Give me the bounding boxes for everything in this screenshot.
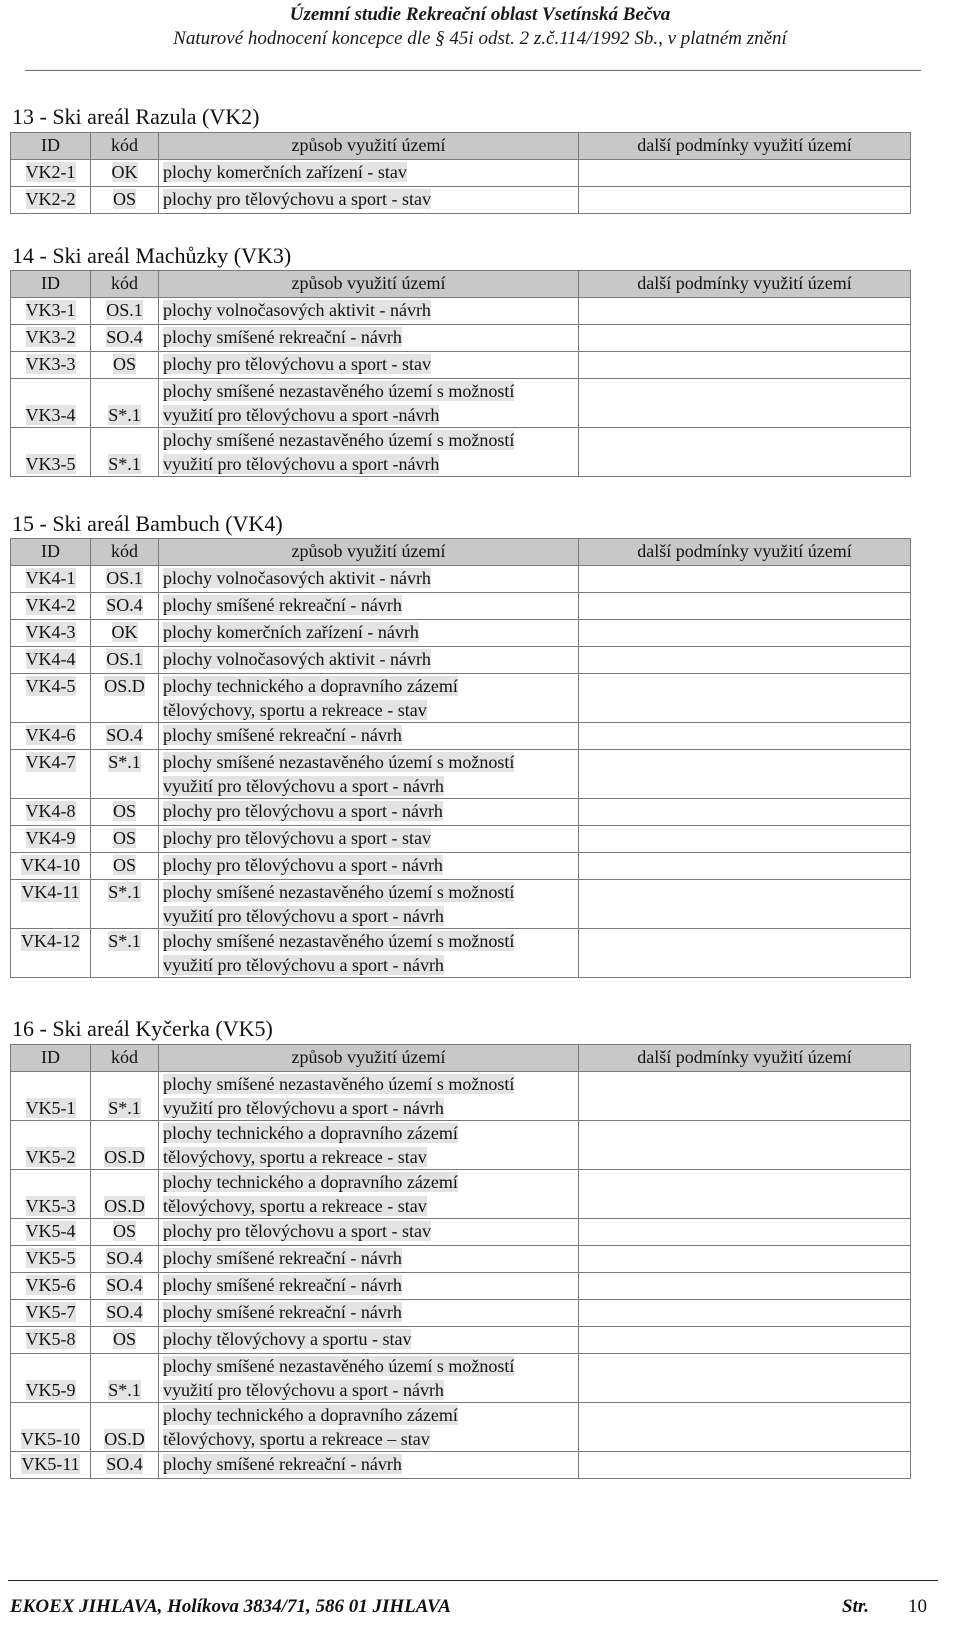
table-row xyxy=(11,1121,911,1170)
table-row xyxy=(11,428,911,477)
table-row xyxy=(11,1246,911,1273)
column-header-conditions: další podmínky využití území xyxy=(579,271,911,298)
row-code: OS xyxy=(112,1329,136,1349)
row-code: S*.1 xyxy=(108,1380,141,1400)
table-header-row xyxy=(11,1045,911,1072)
column-header-use: způsob využití území xyxy=(159,133,579,160)
row-code: OK xyxy=(111,622,138,642)
row-land-use-line: plochy tělovýchovy a sportu - stav xyxy=(163,1329,412,1349)
row-conditions xyxy=(579,160,911,187)
row-land-use-line: plochy volnočasových aktivit - návrh xyxy=(163,568,431,588)
row-conditions xyxy=(579,799,911,826)
row-land-use-line: plochy volnočasových aktivit - návrh xyxy=(163,649,431,669)
row-land-use-line: plochy smíšené nezastavěného území s možností xyxy=(163,882,515,902)
row-code: OS xyxy=(112,1221,136,1241)
row-conditions xyxy=(579,1403,911,1452)
column-header-conditions: další podmínky využití území xyxy=(579,1045,911,1072)
land-use-table xyxy=(10,1044,911,1479)
table-row xyxy=(11,1354,911,1403)
row-id: VK4-7 xyxy=(25,752,76,772)
column-header-kod: kód xyxy=(91,539,159,566)
row-id: VK4-5 xyxy=(25,676,76,696)
row-code: OS.D xyxy=(104,1147,145,1167)
row-conditions xyxy=(579,566,911,593)
row-land-use-line: plochy smíšené nezastavěného území s možností xyxy=(163,430,515,450)
footer-company: EKOEX JIHLAVA, Holíkova 3834/71, 586 01 JIHLAVA xyxy=(10,1596,451,1617)
table-header-row xyxy=(11,539,911,566)
row-conditions xyxy=(579,1072,911,1121)
table-row xyxy=(11,723,911,750)
row-land-use-line: využití pro tělovýchovu a sport - návrh xyxy=(163,906,444,926)
row-id: VK5-3 xyxy=(25,1196,76,1216)
row-land-use-line: plochy technického a dopravního zázemí xyxy=(163,676,458,696)
row-code: SO.4 xyxy=(106,725,143,745)
document-subtitle: Naturové hodnocení koncepce dle § 45i odst. 2 z.č.114/1992 Sb., v platném znění xyxy=(173,28,787,49)
row-code: OS.1 xyxy=(106,649,143,669)
column-header-use: způsob využití území xyxy=(159,539,579,566)
page-footer xyxy=(0,1580,960,1628)
row-land-use-line: plochy smíšené rekreační - návrh xyxy=(163,1248,402,1268)
row-code: OS.D xyxy=(104,1429,145,1449)
row-land-use-line: plochy smíšené nezastavěného území s možností xyxy=(163,752,515,772)
column-header-use: způsob využití území xyxy=(159,271,579,298)
row-land-use-line: využití pro tělovýchovu a sport - návrh xyxy=(163,776,444,796)
table-row xyxy=(11,593,911,620)
row-code: S*.1 xyxy=(108,931,141,951)
row-id: VK5-11 xyxy=(21,1454,80,1474)
row-code: OS xyxy=(112,354,136,374)
row-id: VK3-1 xyxy=(25,300,76,320)
row-id: VK5-8 xyxy=(25,1329,76,1349)
row-land-use-line: plochy volnočasových aktivit - návrh xyxy=(163,300,431,320)
table-row xyxy=(11,325,911,352)
row-conditions xyxy=(579,1121,911,1170)
section-title: 13 - Ski areál Razula (VK2) xyxy=(12,104,260,129)
column-header-id: ID xyxy=(11,271,91,298)
row-land-use-line: plochy pro tělovýchovu a sport - návrh xyxy=(163,855,443,875)
row-conditions xyxy=(579,325,911,352)
row-conditions xyxy=(579,1327,911,1354)
row-land-use-line: tělovýchovy, sportu a rekreace - stav xyxy=(163,1147,427,1167)
table-row xyxy=(11,1273,911,1300)
row-id: VK5-6 xyxy=(25,1275,76,1295)
row-id: VK3-3 xyxy=(25,354,76,374)
row-id: VK5-10 xyxy=(21,1429,80,1449)
row-land-use-line: využití pro tělovýchovu a sport -návrh xyxy=(163,454,440,474)
row-code: OS.1 xyxy=(106,300,143,320)
table-row xyxy=(11,379,911,428)
row-land-use-line: plochy technického a dopravního zázemí xyxy=(163,1123,458,1143)
row-id: VK4-2 xyxy=(25,595,76,615)
table-row xyxy=(11,1327,911,1354)
row-id: VK3-4 xyxy=(25,405,76,425)
row-land-use-line: plochy technického a dopravního zázemí xyxy=(163,1172,458,1192)
row-land-use-line: plochy smíšené nezastavěného území s možností xyxy=(163,1074,515,1094)
row-conditions xyxy=(579,826,911,853)
row-code: OS.D xyxy=(104,676,145,696)
row-land-use-line: tělovýchovy, sportu a rekreace - stav xyxy=(163,700,427,720)
row-id: VK4-6 xyxy=(25,725,76,745)
row-conditions xyxy=(579,428,911,477)
row-id: VK4-3 xyxy=(25,622,76,642)
row-land-use-line: plochy smíšené nezastavěného území s možností xyxy=(163,381,515,401)
row-land-use-line: plochy komerčních zařízení - stav xyxy=(163,162,407,182)
row-land-use-line: plochy smíšené rekreační - návrh xyxy=(163,725,402,745)
row-conditions xyxy=(579,1219,911,1246)
section-title: 16 - Ski areál Kyčerka (VK5) xyxy=(12,1016,273,1041)
row-land-use-line: tělovýchovy, sportu a rekreace - stav xyxy=(163,1196,427,1216)
table-row xyxy=(11,853,911,880)
row-code: S*.1 xyxy=(108,882,141,902)
row-conditions xyxy=(579,880,911,929)
section-title: 15 - Ski areál Bambuch (VK4) xyxy=(12,511,283,536)
table-row xyxy=(11,298,911,325)
row-id: VK4-9 xyxy=(25,828,76,848)
row-conditions xyxy=(579,1170,911,1219)
row-conditions xyxy=(579,1300,911,1327)
row-code: SO.4 xyxy=(106,595,143,615)
row-conditions xyxy=(579,1354,911,1403)
row-code: S*.1 xyxy=(108,405,141,425)
row-land-use-line: plochy smíšené rekreační - návrh xyxy=(163,327,402,347)
row-code: SO.4 xyxy=(106,1275,143,1295)
column-header-kod: kód xyxy=(91,1045,159,1072)
row-land-use-line: plochy pro tělovýchovu a sport - stav xyxy=(163,354,431,374)
row-code: OS xyxy=(112,828,136,848)
row-id: VK4-12 xyxy=(21,931,80,951)
table-row xyxy=(11,647,911,674)
document-title: Územní studie Rekreační oblast Vsetínská Bečva xyxy=(289,4,671,25)
row-land-use-line: plochy komerčních zařízení - návrh xyxy=(163,622,419,642)
table-row xyxy=(11,566,911,593)
row-code: OS xyxy=(112,801,136,821)
row-id: VK5-5 xyxy=(25,1248,76,1268)
row-code: SO.4 xyxy=(106,327,143,347)
row-land-use-line: plochy smíšené rekreační - návrh xyxy=(163,1454,402,1474)
row-id: VK5-1 xyxy=(25,1098,76,1118)
footer-divider xyxy=(8,1580,938,1581)
row-code: SO.4 xyxy=(106,1248,143,1268)
row-land-use-line: plochy pro tělovýchovu a sport - stav xyxy=(163,1221,431,1241)
column-header-use: způsob využití území xyxy=(159,1045,579,1072)
table-row xyxy=(11,1072,911,1121)
row-code: SO.4 xyxy=(106,1302,143,1322)
row-conditions xyxy=(579,620,911,647)
row-id: VK4-11 xyxy=(21,882,80,902)
table-row xyxy=(11,1219,911,1246)
row-code: SO.4 xyxy=(106,1454,143,1474)
row-code: OS xyxy=(112,855,136,875)
row-land-use-line: plochy pro tělovýchovu a sport - stav xyxy=(163,828,431,848)
row-id: VK5-7 xyxy=(25,1302,76,1322)
row-id: VK5-2 xyxy=(25,1147,76,1167)
row-conditions xyxy=(579,750,911,799)
table-row xyxy=(11,352,911,379)
row-conditions xyxy=(579,674,911,723)
table-row xyxy=(11,826,911,853)
footer-page-number: 10 xyxy=(908,1596,927,1617)
table-row xyxy=(11,929,911,978)
table-row xyxy=(11,880,911,929)
row-conditions xyxy=(579,853,911,880)
row-conditions xyxy=(579,1246,911,1273)
row-conditions xyxy=(579,298,911,325)
row-id: VK5-4 xyxy=(25,1221,76,1241)
table-row xyxy=(11,1452,911,1479)
row-land-use-line: plochy smíšené rekreační - návrh xyxy=(163,1302,402,1322)
row-conditions xyxy=(579,1452,911,1479)
row-code: S*.1 xyxy=(108,454,141,474)
row-id: VK4-8 xyxy=(25,801,76,821)
column-header-conditions: další podmínky využití území xyxy=(579,539,911,566)
row-land-use-line: plochy pro tělovýchovu a sport - návrh xyxy=(163,801,443,821)
table-row xyxy=(11,674,911,723)
row-id: VK2-1 xyxy=(25,162,76,182)
row-conditions xyxy=(579,593,911,620)
row-code: OS xyxy=(112,189,136,209)
row-id: VK3-2 xyxy=(25,327,76,347)
table-row xyxy=(11,620,911,647)
row-conditions xyxy=(579,187,911,214)
column-header-id: ID xyxy=(11,539,91,566)
table-header-row xyxy=(11,133,911,160)
row-code: S*.1 xyxy=(108,1098,141,1118)
column-header-kod: kód xyxy=(91,271,159,298)
row-id: VK4-1 xyxy=(25,568,76,588)
row-conditions xyxy=(579,352,911,379)
row-conditions xyxy=(579,929,911,978)
row-land-use-line: plochy smíšené rekreační - návrh xyxy=(163,595,402,615)
row-land-use-line: tělovýchovy, sportu a rekreace – stav xyxy=(163,1429,430,1449)
row-code: OS.D xyxy=(104,1196,145,1216)
row-land-use-line: využití pro tělovýchovu a sport - návrh xyxy=(163,1380,444,1400)
row-id: VK5-9 xyxy=(25,1380,76,1400)
row-id: VK4-4 xyxy=(25,649,76,669)
row-conditions xyxy=(579,1273,911,1300)
row-conditions xyxy=(579,379,911,428)
section-title: 14 - Ski areál Machůzky (VK3) xyxy=(12,243,292,268)
land-use-table xyxy=(10,270,911,477)
table-row xyxy=(11,160,911,187)
row-conditions xyxy=(579,647,911,674)
column-header-id: ID xyxy=(11,1045,91,1072)
table-row xyxy=(11,1170,911,1219)
column-header-kod: kód xyxy=(91,133,159,160)
row-land-use-line: plochy pro tělovýchovu a sport - stav xyxy=(163,189,431,209)
table-row xyxy=(11,1300,911,1327)
row-land-use-line: využití pro tělovýchovu a sport - návrh xyxy=(163,1098,444,1118)
footer-page-label: Str. xyxy=(842,1596,869,1617)
column-header-id: ID xyxy=(11,133,91,160)
column-header-conditions: další podmínky využití území xyxy=(579,133,911,160)
land-use-table xyxy=(10,132,911,214)
table-row xyxy=(11,187,911,214)
row-land-use-line: plochy smíšené nezastavěného území s možností xyxy=(163,1356,515,1376)
row-land-use-line: plochy smíšené nezastavěného území s možností xyxy=(163,931,515,951)
row-id: VK2-2 xyxy=(25,189,76,209)
row-land-use-line: plochy smíšené rekreační - návrh xyxy=(163,1275,402,1295)
table-row xyxy=(11,799,911,826)
row-land-use-line: plochy technického a dopravního zázemí xyxy=(163,1405,458,1425)
table-row xyxy=(11,1403,911,1452)
table-row xyxy=(11,750,911,799)
row-conditions xyxy=(579,723,911,750)
row-code: OK xyxy=(111,162,138,182)
row-land-use-line: využití pro tělovýchovu a sport - návrh xyxy=(163,955,444,975)
row-code: S*.1 xyxy=(108,752,141,772)
row-id: VK3-5 xyxy=(25,454,76,474)
row-code: OS.1 xyxy=(106,568,143,588)
table-header-row xyxy=(11,271,911,298)
land-use-table xyxy=(10,538,911,978)
row-id: VK4-10 xyxy=(21,855,80,875)
row-land-use-line: využití pro tělovýchovu a sport -návrh xyxy=(163,405,440,425)
header-divider xyxy=(8,58,938,78)
